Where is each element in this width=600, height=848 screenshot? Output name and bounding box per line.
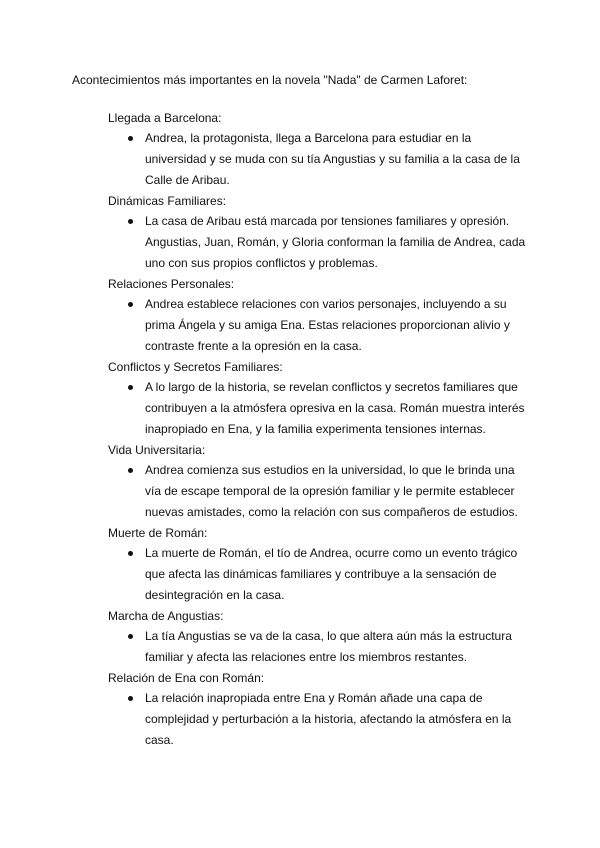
list-item: [108, 688, 528, 751]
list-item: [108, 543, 528, 606]
section-heading-marcha: Marcha de Angustias:: [108, 609, 224, 623]
list-item: [108, 377, 528, 440]
section-heading-conflictos: Conflictos y Secretos Familiares:: [108, 360, 283, 374]
section-list: [108, 108, 548, 751]
bullet-icon: [128, 696, 133, 701]
list-item-text: La casa de Aribau está marcada por tensiones familiares y opresión. Angustias, Juan, Román, y Gloria conforman la familia de Andrea, cada uno con sus propios conflictos y problemas.: [145, 214, 526, 270]
section-heading-relaciones: Relaciones Personales:: [108, 277, 235, 291]
list-item-text: Andrea establece relaciones con varios personajes, incluyendo a su prima Ángela y su amiga Ena. Estas relaciones proporcionan alivio y contraste frente a la opresión en la casa.: [145, 297, 510, 353]
list-item: [108, 460, 528, 523]
list-item: [108, 294, 528, 357]
bullet-icon: [128, 551, 133, 556]
bullet-icon: [128, 302, 133, 307]
document-title: Acontecimientos más importantes en la novela "Nada" de Carmen Laforet:: [72, 73, 468, 87]
list-item-text: La muerte de Román, el tío de Andrea, ocurre como un evento trágico que afecta las dinámicas familiares y contribuye a la sensación de desintegración en la casa.: [145, 546, 518, 602]
bullet-icon: [128, 136, 133, 141]
section-heading-relacion-ena: Relación de Ena con Román:: [108, 671, 265, 685]
bullet-icon: [128, 219, 133, 224]
bullet-icon: [128, 385, 133, 390]
list-item-text: La relación inapropiada entre Ena y Román añade una capa de complejidad y perturbación a la historia, afectando la atmósfera en la casa.: [145, 691, 512, 747]
list-item-text: A lo largo de la historia, se revelan conflictos y secretos familiares que contribuyen a la atmósfera opresiva en la casa. Román muestra interés inapropiado en Ena, y la familia experimenta tensiones internas.: [145, 380, 525, 436]
list-item: [108, 626, 528, 668]
section-heading-muerte: Muerte de Román:: [108, 526, 208, 540]
section-heading-dinamicas: Dinámicas Familiares:: [108, 194, 227, 208]
list-item: [108, 128, 528, 191]
list-item-text: Andrea comienza sus estudios en la universidad, lo que le brinda una vía de escape temporal de la opresión familiar y le permite establecer nuevas amistades, como la relación con sus compañeros de estudios.: [145, 463, 518, 519]
list-item-text: Andrea, la protagonista, llega a Barcelona para estudiar en la universidad y se muda con su tía Angustias y su familia a la casa de la Calle de Aribau.: [145, 131, 520, 187]
bullet-icon: [128, 468, 133, 473]
section-heading-llegada: Llegada a Barcelona:: [108, 111, 222, 125]
list-item: [108, 211, 528, 274]
section-heading-vida-universitaria: Vida Universitaria:: [108, 443, 206, 457]
list-item-text: La tía Angustias se va de la casa, lo que altera aún más la estructura familiar y afecta las relaciones entre los miembros restantes.: [145, 629, 512, 664]
bullet-icon: [128, 634, 133, 639]
